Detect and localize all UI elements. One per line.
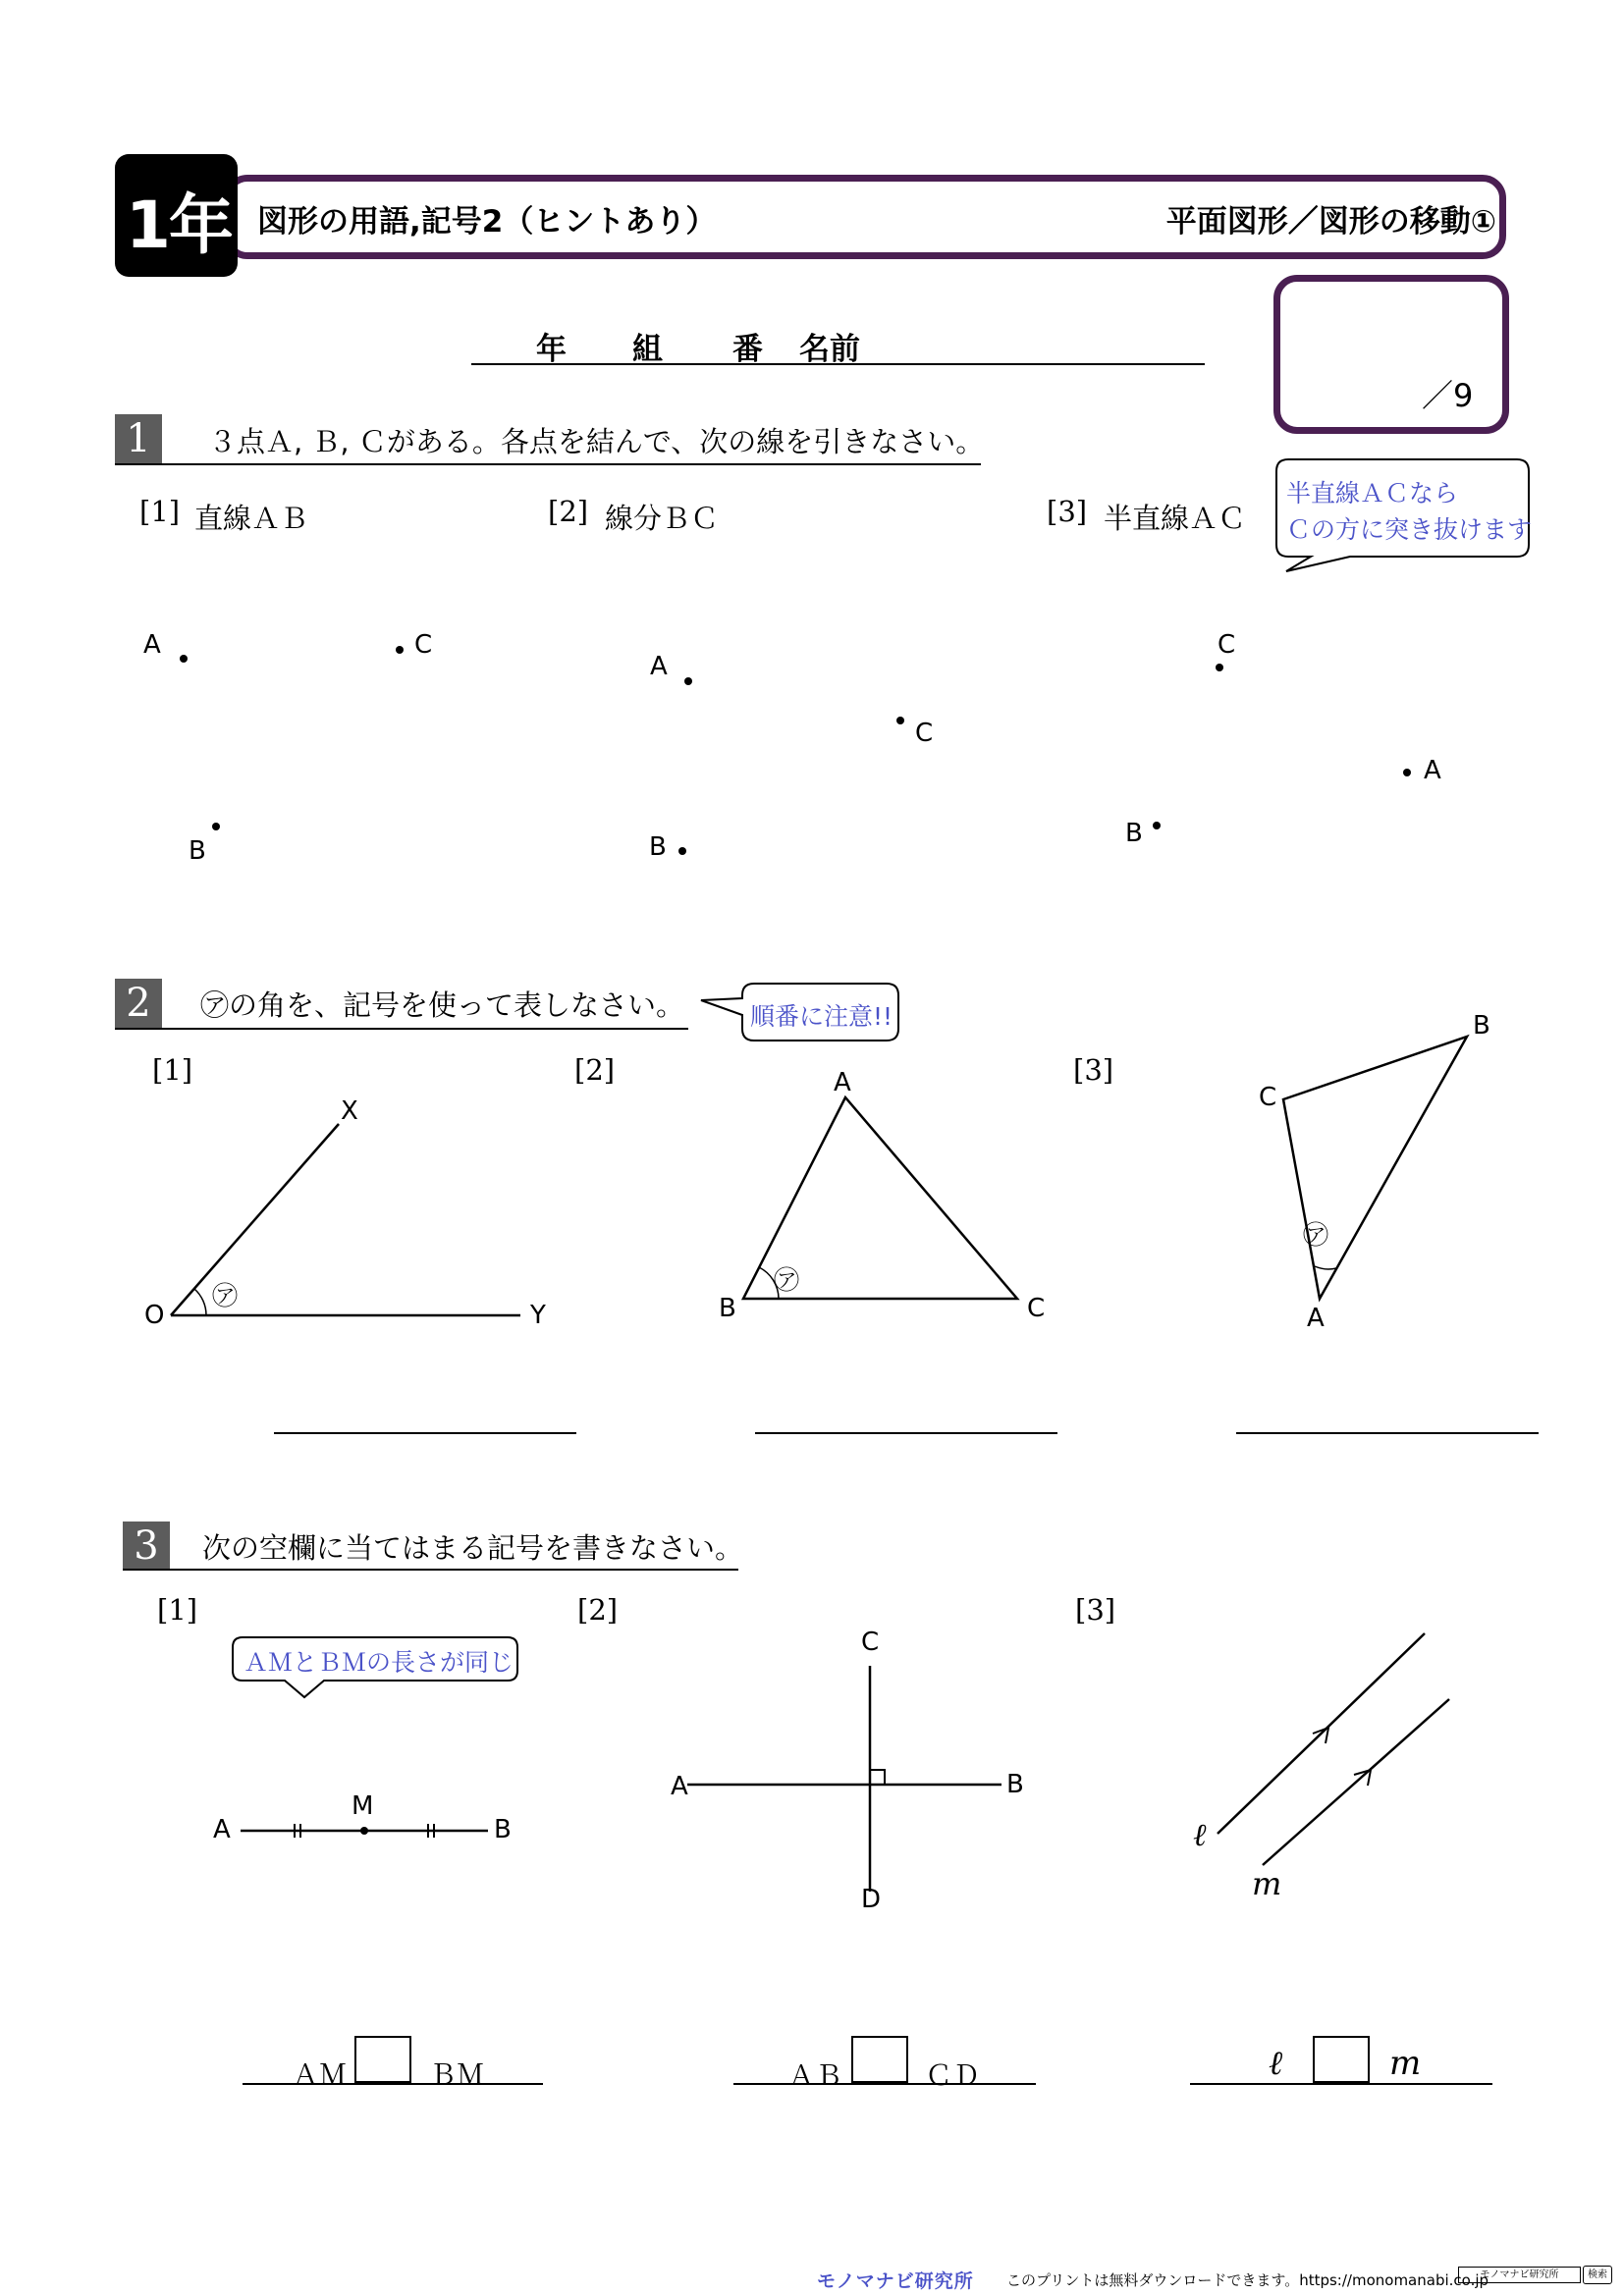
- q3-item2-point-b: B: [1006, 1770, 1024, 1799]
- q1-item2-point-b: B: [649, 832, 667, 862]
- q1-item1-point-c: C: [414, 630, 433, 660]
- q3-hint-text: ＡＭとＢＭの長さが同じ: [244, 1648, 514, 1677]
- q2-item1-angle-mark: ㋐: [212, 1282, 239, 1311]
- q1-number: 1: [115, 414, 162, 463]
- q1-text: ３点Ａ, Ｂ, Ｃがある。各点を結んで、次の線を引きなさい。: [208, 425, 985, 458]
- footer-brand-logo: モノマナビ研究所: [817, 2270, 974, 2292]
- q3-item2-answer-left: ＡＢ: [787, 2059, 843, 2092]
- q1-item1-point-a: A: [143, 630, 161, 660]
- q3-item3-answer-left: ℓ: [1269, 2044, 1283, 2083]
- q2-item3-point-b: B: [1473, 1011, 1490, 1041]
- q1-item1-point-b: B: [189, 836, 206, 866]
- q2-number: 2: [115, 979, 162, 1028]
- q3-item1-answer-line: [243, 2083, 543, 2085]
- q3-item2-answer-right: ＣＤ: [925, 2059, 981, 2092]
- q1-item3-point-c: C: [1218, 630, 1236, 660]
- q3-item3-line-m: m: [1252, 1865, 1282, 1902]
- q3-item2-point-d: D: [861, 1885, 882, 1914]
- q3-item1-answer-left: ＡＭ: [292, 2058, 348, 2091]
- q1-item2-point-c: C: [915, 719, 934, 748]
- q2-hint-text: 順番に注意!!: [750, 1002, 893, 1031]
- q2-item3-point-a: A: [1307, 1304, 1325, 1333]
- q1-item3-point-b: B: [1125, 819, 1143, 848]
- page-title: 図形の用語,記号2（ヒントあり）: [257, 204, 717, 240]
- q2-item3-angle-mark: ㋐: [1303, 1221, 1329, 1251]
- number-label: 番: [732, 332, 763, 367]
- q3-item2-point-c: C: [861, 1628, 880, 1657]
- q2-item1-point-y: Y: [530, 1301, 546, 1330]
- q1-hint-line1: 半直線ＡＣなら: [1286, 479, 1459, 507]
- q3-item1-point-m: M: [352, 1791, 374, 1821]
- q3-item1-answer-right: ＢＭ: [429, 2058, 485, 2091]
- q1-item2-point-a: A: [650, 652, 668, 681]
- score-total: ／9: [1422, 377, 1474, 414]
- q3-item2-answer-line: [733, 2083, 1036, 2085]
- class-label: 組: [632, 332, 663, 367]
- q3-item3-answer-right: m: [1389, 2044, 1422, 2083]
- q2-text: ㋐の角を、記号を使って表しなさい。: [200, 988, 685, 1022]
- q3-item1-point-b: B: [494, 1815, 512, 1844]
- q2-item1-point-x: X: [341, 1096, 358, 1126]
- year-label: 年: [536, 332, 567, 367]
- q3-item3-answer-line: [1190, 2083, 1492, 2085]
- q2-item2-angle-mark: ㋐: [774, 1266, 800, 1296]
- q3-item2-label: [2]: [577, 1593, 619, 1627]
- q1-item2-text: 線分ＢＣ: [605, 502, 720, 535]
- q3-item1-point-a: A: [213, 1815, 231, 1844]
- q2-item2-label: [2]: [574, 1053, 616, 1087]
- footer-search-box[interactable]: モノマナビ研究所: [1458, 2267, 1581, 2283]
- unit-title: 平面図形／図形の移動①: [1165, 204, 1496, 240]
- q3-item3-answer-box[interactable]: [1313, 2036, 1370, 2083]
- q3-item3-label: [3]: [1075, 1593, 1116, 1627]
- q1-hint-line2: Ｃの方に突き抜けます: [1286, 515, 1533, 544]
- footer-text: このプリントは無料ダウンロードできます。https://monomanabi.co.jp: [1006, 2271, 1489, 2289]
- q2-item2-point-c: C: [1027, 1294, 1046, 1323]
- q3-number: 3: [123, 1522, 170, 1571]
- q3-item1-label: [1]: [157, 1593, 198, 1627]
- q2-item2-point-a: A: [834, 1068, 851, 1097]
- q1-item1-label: [1]: [139, 495, 181, 528]
- q1-item3-label: [3]: [1047, 495, 1088, 528]
- q1-item2-label: [2]: [548, 495, 589, 528]
- q3-text: 次の空欄に当てはまる記号を書きなさい。: [202, 1531, 744, 1565]
- q3-item2-answer-box[interactable]: [851, 2036, 908, 2083]
- q3-item3-line-l: ℓ: [1193, 1816, 1207, 1853]
- q2-item3-point-c: C: [1259, 1083, 1277, 1112]
- q2-item1-point-o: O: [144, 1301, 165, 1330]
- q3-item1-answer-box[interactable]: [354, 2036, 411, 2083]
- name-label: 名前: [799, 332, 860, 367]
- q1-item3-point-a: A: [1424, 756, 1441, 785]
- footer-search-button[interactable]: 検索: [1583, 2266, 1612, 2284]
- q1-item3-text: 半直線ＡＣ: [1104, 502, 1247, 535]
- q2-item2-point-b: B: [719, 1294, 736, 1323]
- q2-item3-label: [3]: [1073, 1053, 1114, 1087]
- q3-item2-point-a: A: [671, 1772, 688, 1801]
- q1-item1-text: 直線ＡＢ: [194, 502, 309, 535]
- q2-item1-label: [1]: [152, 1053, 193, 1087]
- grade-label: 1年: [126, 187, 232, 263]
